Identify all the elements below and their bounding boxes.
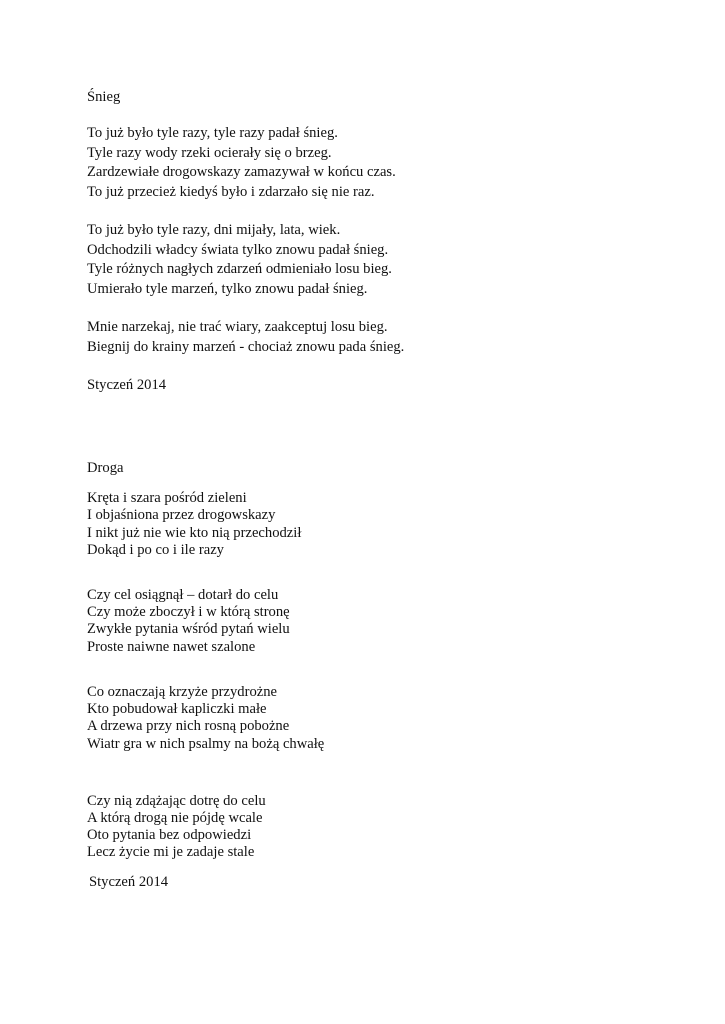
poem-title: Droga (87, 460, 124, 476)
poem-line: Zardzewiałe drogowskazy zamazywał w końcu czas. (87, 164, 396, 180)
poem-line: Wiatr gra w nich psalmy na bożą chwałę (87, 736, 325, 752)
poem-line: Lecz życie mi je zadaje stale (87, 844, 255, 860)
poem-line: Czy cel osiągnął – dotarł do celu (87, 587, 279, 603)
poem-title: Śnieg (87, 89, 121, 105)
poem-line: A którą drogą nie pójdę wcale (87, 810, 263, 826)
poem-date: Styczeń 2014 (87, 377, 167, 393)
poem-line: To już przecież kiedyś było i zdarzało się nie raz. (87, 184, 375, 200)
poem-line: Proste naiwne nawet szalone (87, 639, 256, 655)
poem-line: A drzewa przy nich rosną pobożne (87, 718, 290, 734)
poem-line: Czy może zboczył i w którą stronę (87, 604, 290, 620)
poem-line: Tyle razy wody rzeki ocierały się o brzeg. (87, 145, 332, 161)
poem-line: Tyle różnych nagłych zdarzeń odmieniało losu bieg. (87, 261, 392, 277)
poem-date: Styczeń 2014 (89, 874, 169, 890)
poem-line: Odchodzili władcy świata tylko znowu padał śnieg. (87, 242, 389, 258)
poem-line: To już było tyle razy, tyle razy padał śnieg. (87, 125, 338, 141)
poem-line: Umierało tyle marzeń, tylko znowu padał śnieg. (87, 281, 368, 297)
poem-line: I objaśniona przez drogowskazy (87, 507, 276, 523)
poem-line: Dokąd i po co i ile razy (87, 542, 224, 558)
poem-line: Oto pytania bez odpowiedzi (87, 827, 252, 843)
poem-line: Czy nią zdążając dotrę do celu (87, 793, 266, 809)
poem-line: Kręta i szara pośród zieleni (87, 490, 247, 506)
poem-line: Co oznaczają krzyże przydrożne (87, 684, 278, 700)
poem-line: Biegnij do krainy marzeń - chociaż znowu pada śnieg. (87, 339, 405, 355)
poem-line: Mnie narzekaj, nie trać wiary, zaakceptuj losu bieg. (87, 319, 388, 335)
poem-line: Zwykłe pytania wśród pytań wielu (87, 621, 290, 637)
poem-line: Kto pobudował kapliczki małe (87, 701, 267, 717)
poem-line: I nikt już nie wie kto nią przechodził (87, 525, 302, 541)
poem-line: To już było tyle razy, dni mijały, lata, wiek. (87, 222, 341, 238)
